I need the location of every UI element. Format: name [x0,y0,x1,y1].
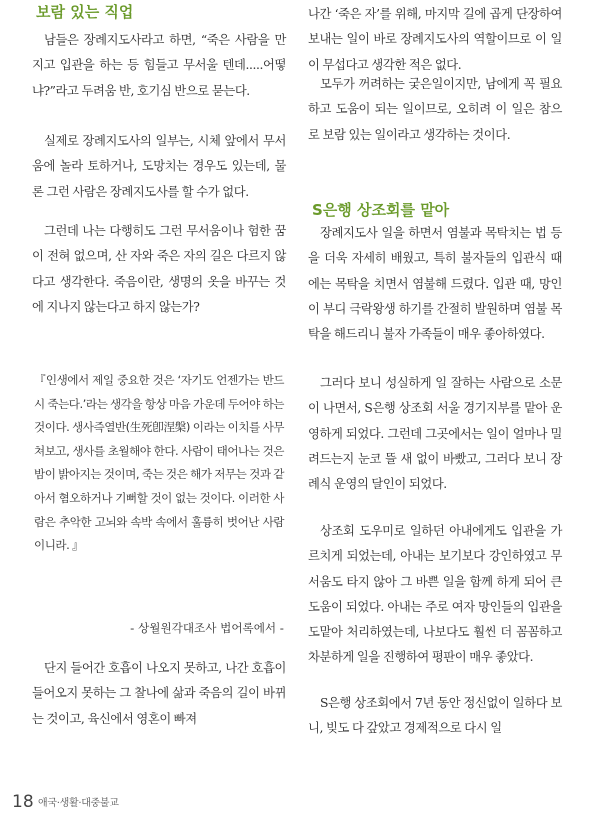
paragraph: S은행 상조회에서 7년 동안 정신없이 일하다 보니, 빚도 다 갚았고 경제적으로 다시 일 [308,696,562,736]
paragraph: 그런데 나는 다행히도 그런 무서움이나 험한 꿈이 전혀 없으며, 산 자와 죽은 자의 길은 다르지 않다고 생각한다. 죽음이란, 생명의 옷을 바꾸는 것에 지나지 않는다고 하지 않는가? [32,224,286,314]
paragraph: 실제로 장례지도사의 일부는, 시체 앞에서 무서움에 놀라 토하거나, 도망치는 경우도 있는데, 물론 그런 사람은 장례지도사를 할 수가 없다. [32,134,286,199]
paragraph: 나간 ‘죽은 자’를 위해, 마지막 길에 곱게 단장하여 보내는 일이 바로 장례지도사의 역할이므로 이 일이 무섭다고 생각한 적은 없다. [308,7,562,72]
dharma-quote: 『인생에서 제일 중요한 것은 ‘자기도 언젠가는 반드시 죽는다.’라는 생각을 항상 마음 가운데 두어야 하는 것이다. 생사즉열반(生死卽涅槃) 이라는 이치를 사무쳐보고, 생사를 초월해야 한다. 사람이 태어나는 것은 밤이 밝아지는 것이며, 죽는 것은 해가 저무는 것과 같아서 혐오하거나 기뻐할 것이 없는 것이다. 이러한 사람은 추악한 고뇌와 속박 속에서 훌륭히 벗어난 사람이니라. 』 [34,373,284,553]
paragraph: 그러다 보니 성실하게 일 잘하는 사람으로 소문이 나면서, S은행 상조회 서울 경기지부를 맡아 운영하게 되었다. 그런데 그곳에서는 일이 얼마나 밀려드는지 눈코 뜰 새 없이 바빴고, 그러다 보니 장례식 운영의 달인이 되었다. [308,376,562,492]
paragraph: 단지 들어간 호흡이 나오지 못하고, 나간 호흡이 들어오지 못하는 그 찰나에 삶과 죽음의 길이 바뀌는 것이고, 육신에서 영혼이 빠져 [32,661,286,726]
paragraph: 장례지도사 일을 하면서 염불과 목탁치는 법 등을 더욱 자세히 배웠고, 특히 불자들의 입관식 때에는 목탁을 치면서 염불해 드렸다. 입관 때, 망인이 부디 극락왕생 하기를 간절히 발원하며 염불 목탁을 해드리니 불자 가족들이 매우 좋아하였다. [308,226,562,342]
paragraph: 남들은 장례지도사라고 하면, “죽은 사람을 만지고 입관을 하는 등 힘들고 무서울 텐데.....어떻냐?”라고 두려움 반, 호기심 반으로 묻는다. [32,33,286,98]
paragraph: 모두가 꺼려하는 궂은일이지만, 남에게 꼭 필요하고 도움이 되는 일이므로, 오히려 이 일은 참으로 보람 있는 일이라고 생각하는 것이다. [308,77,562,142]
page-number: 18 [12,792,34,812]
publication-title: 애국·생활·대중불교 [38,798,119,809]
section-heading-rewarding-job: 보람 있는 직업 [36,3,134,21]
paragraph: 상조회 도우미로 일하던 아내에게도 입관을 가르치게 되었는데, 아내는 보기보다 강인하였고 무서움도 타지 않아 그 바쁜 일을 함께 하게 되어 큰 도움이 되었다. 아내는 주로 여자 망인들의 입관을 도맡아 처리하였는데, 나보다도 훨씬 더 꼼꼼하고 차분하게 일을 진행하여 평판이 매우 좋았다. [308,524,562,665]
quote-source: - 상월원각대조사 법어록에서 - [130,621,284,635]
section-heading-s-bank-mutual-aid: S은행 상조회를 맡아 [312,201,450,219]
